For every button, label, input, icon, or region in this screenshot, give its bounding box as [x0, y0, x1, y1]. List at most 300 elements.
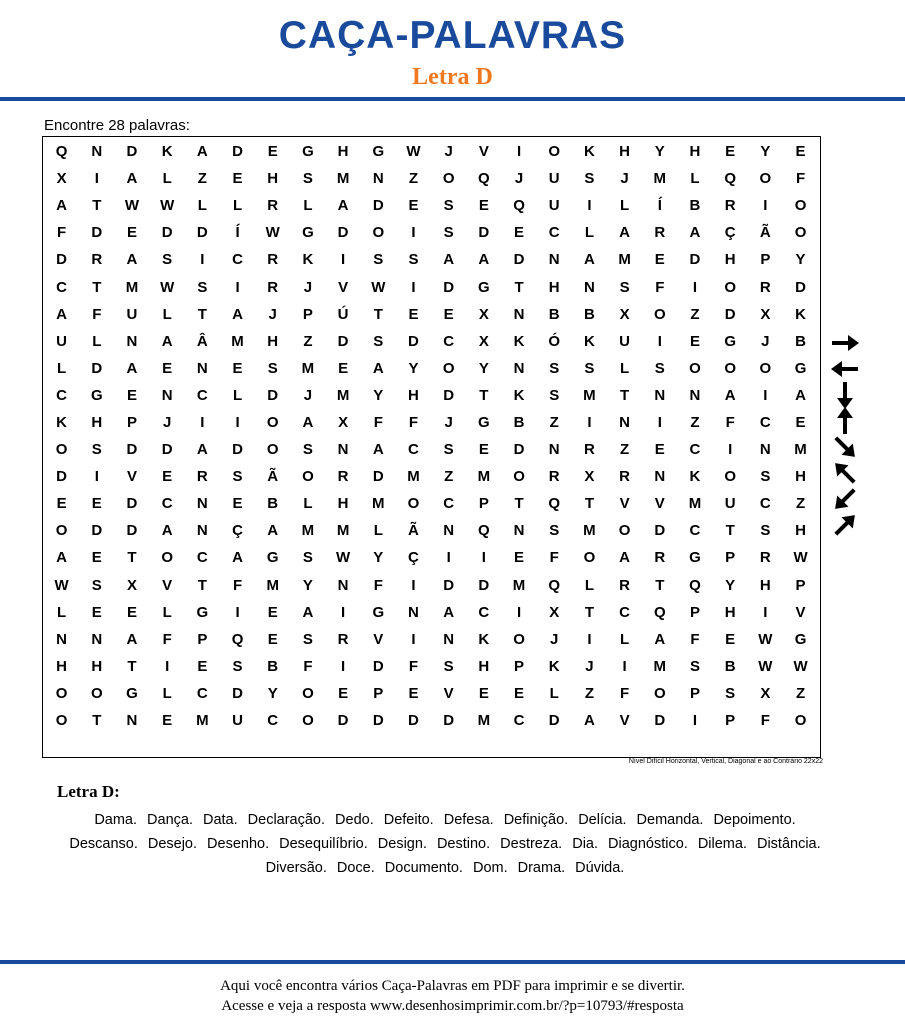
grid-cell[interactable]: E: [197, 657, 208, 675]
grid-cell[interactable]: G: [478, 278, 490, 296]
grid-cell[interactable]: E: [514, 224, 525, 242]
grid-cell[interactable]: I: [763, 603, 768, 621]
grid-cell[interactable]: D: [337, 224, 349, 242]
grid-cell[interactable]: Ã: [267, 468, 279, 486]
grid-cell[interactable]: R: [619, 468, 631, 486]
grid-cell[interactable]: B: [513, 413, 525, 431]
grid-cell[interactable]: G: [372, 143, 385, 161]
grid-cell[interactable]: H: [795, 522, 806, 540]
grid-cell[interactable]: I: [692, 278, 698, 296]
grid-cell[interactable]: Â: [196, 332, 208, 350]
grid-cell[interactable]: O: [689, 359, 701, 377]
grid-cell[interactable]: F: [690, 630, 700, 648]
grid-cell[interactable]: G: [372, 603, 385, 621]
grid-cell[interactable]: D: [196, 224, 208, 242]
grid-cell[interactable]: I: [341, 251, 346, 269]
grid-cell[interactable]: A: [654, 630, 666, 648]
grid-cell[interactable]: D: [478, 576, 490, 594]
grid-cell[interactable]: M: [477, 712, 491, 730]
grid-cell[interactable]: F: [303, 657, 313, 675]
grid-cell[interactable]: Q: [478, 170, 490, 188]
grid-cell[interactable]: E: [338, 684, 349, 702]
grid-cell[interactable]: M: [231, 332, 244, 350]
grid-cell[interactable]: N: [196, 495, 208, 513]
grid-cell[interactable]: N: [654, 468, 666, 486]
grid-cell[interactable]: C: [689, 522, 701, 540]
grid-cell[interactable]: Q: [548, 495, 561, 513]
grid-cell[interactable]: A: [372, 359, 384, 377]
grid-cell[interactable]: Ú: [337, 305, 349, 323]
grid-cell[interactable]: W: [371, 278, 386, 296]
grid-cell[interactable]: D: [689, 251, 701, 269]
grid-cell[interactable]: H: [724, 603, 736, 621]
grid-cell[interactable]: C: [759, 413, 771, 431]
grid-cell[interactable]: Y: [478, 359, 489, 377]
grid-cell[interactable]: Y: [267, 684, 278, 702]
grid-cell[interactable]: Z: [795, 684, 806, 702]
grid-cell[interactable]: L: [303, 197, 313, 215]
grid-cell[interactable]: O: [653, 305, 666, 323]
grid-cell[interactable]: E: [795, 143, 806, 161]
grid-cell[interactable]: R: [267, 278, 279, 296]
grid-cell[interactable]: T: [92, 712, 102, 730]
grid-cell[interactable]: S: [302, 441, 313, 459]
grid-cell[interactable]: M: [372, 495, 385, 513]
grid-cell[interactable]: P: [725, 712, 736, 730]
grid-cell[interactable]: K: [548, 657, 560, 675]
grid-cell[interactable]: L: [584, 576, 594, 594]
grid-cell[interactable]: A: [232, 305, 243, 323]
grid-cell[interactable]: V: [619, 495, 630, 513]
grid-cell[interactable]: C: [267, 712, 279, 730]
grid-cell[interactable]: I: [516, 143, 522, 161]
grid-cell[interactable]: O: [442, 359, 455, 377]
grid-cell[interactable]: E: [162, 712, 173, 730]
grid-cell[interactable]: S: [443, 224, 454, 242]
grid-cell[interactable]: X: [760, 684, 771, 702]
grid-cell[interactable]: Z: [584, 684, 594, 702]
grid-cell[interactable]: V: [795, 603, 806, 621]
grid-cell[interactable]: K: [478, 630, 490, 648]
grid-cell[interactable]: E: [478, 684, 489, 702]
grid-cell[interactable]: P: [302, 305, 313, 323]
grid-cell[interactable]: N: [443, 522, 455, 540]
grid-cell[interactable]: D: [372, 468, 384, 486]
grid-cell[interactable]: J: [162, 413, 172, 431]
grid-cell[interactable]: Z: [690, 305, 700, 323]
grid-cell[interactable]: J: [303, 278, 313, 296]
grid-cell[interactable]: N: [196, 359, 208, 377]
grid-cell[interactable]: O: [759, 170, 772, 188]
grid-cell[interactable]: C: [443, 332, 455, 350]
grid-cell[interactable]: A: [56, 305, 68, 323]
grid-cell[interactable]: V: [478, 143, 489, 161]
grid-cell[interactable]: S: [197, 278, 208, 296]
grid-cell[interactable]: A: [443, 251, 455, 269]
grid-cell[interactable]: P: [197, 630, 208, 648]
grid-cell[interactable]: X: [478, 332, 489, 350]
grid-cell[interactable]: S: [654, 359, 665, 377]
grid-cell[interactable]: Ç: [408, 549, 419, 567]
grid-cell[interactable]: D: [724, 305, 736, 323]
grid-cell[interactable]: S: [584, 170, 595, 188]
grid-cell[interactable]: L: [620, 630, 630, 648]
grid-cell[interactable]: K: [513, 332, 525, 350]
grid-cell[interactable]: R: [759, 278, 771, 296]
grid-cell[interactable]: L: [303, 495, 313, 513]
grid-cell[interactable]: S: [619, 278, 630, 296]
grid-cell[interactable]: N: [91, 630, 103, 648]
grid-cell[interactable]: W: [54, 576, 69, 594]
grid-cell[interactable]: O: [794, 712, 807, 730]
grid-cell[interactable]: E: [162, 468, 173, 486]
grid-cell[interactable]: I: [235, 603, 240, 621]
grid-cell[interactable]: W: [265, 224, 280, 242]
grid-cell[interactable]: D: [161, 441, 173, 459]
grid-cell[interactable]: A: [583, 712, 595, 730]
grid-cell[interactable]: J: [585, 657, 594, 675]
grid-cell[interactable]: A: [619, 549, 631, 567]
grid-cell[interactable]: M: [407, 468, 420, 486]
grid-cell[interactable]: S: [373, 251, 384, 269]
grid-cell[interactable]: C: [196, 386, 208, 404]
grid-cell[interactable]: E: [725, 143, 736, 161]
grid-cell[interactable]: D: [161, 224, 173, 242]
grid-cell[interactable]: O: [442, 170, 455, 188]
grid-cell[interactable]: M: [794, 441, 807, 459]
grid-cell[interactable]: U: [548, 197, 560, 215]
grid-cell[interactable]: Y: [373, 549, 384, 567]
grid-cell[interactable]: L: [620, 359, 630, 377]
grid-cell[interactable]: E: [514, 549, 525, 567]
grid-cell[interactable]: D: [232, 143, 243, 161]
grid-cell[interactable]: I: [411, 224, 416, 242]
grid-cell[interactable]: S: [584, 359, 595, 377]
grid-cell[interactable]: H: [408, 386, 419, 404]
grid-cell[interactable]: D: [56, 468, 68, 486]
grid-cell[interactable]: Z: [795, 495, 806, 513]
grid-cell[interactable]: R: [337, 468, 349, 486]
grid-cell[interactable]: L: [232, 386, 243, 404]
grid-cell[interactable]: C: [689, 441, 701, 459]
grid-cell[interactable]: I: [411, 630, 416, 648]
grid-cell[interactable]: Y: [408, 359, 419, 377]
grid-cell[interactable]: J: [514, 170, 524, 188]
grid-cell[interactable]: D: [126, 522, 138, 540]
grid-cell[interactable]: O: [372, 224, 385, 242]
grid-cell[interactable]: Z: [303, 332, 313, 350]
grid-cell[interactable]: L: [162, 170, 172, 188]
grid-cell[interactable]: N: [583, 278, 595, 296]
grid-cell[interactable]: A: [56, 197, 68, 215]
grid-cell[interactable]: H: [689, 143, 701, 161]
grid-cell[interactable]: S: [760, 522, 771, 540]
grid-cell[interactable]: T: [620, 386, 630, 404]
grid-cell[interactable]: M: [653, 657, 667, 675]
grid-cell[interactable]: T: [725, 522, 735, 540]
grid-cell[interactable]: F: [620, 684, 630, 702]
grid-cell[interactable]: G: [126, 684, 138, 702]
grid-cell[interactable]: R: [583, 441, 595, 459]
grid-cell[interactable]: D: [91, 522, 103, 540]
grid-cell[interactable]: I: [200, 413, 205, 431]
grid-cell[interactable]: F: [232, 576, 243, 594]
grid-cell[interactable]: V: [338, 278, 349, 296]
grid-cell[interactable]: D: [408, 712, 419, 730]
grid-cell[interactable]: P: [795, 576, 806, 594]
grid-cell[interactable]: D: [654, 712, 666, 730]
grid-cell[interactable]: N: [337, 441, 349, 459]
grid-cell[interactable]: Ç: [232, 522, 243, 540]
grid-cell[interactable]: O: [302, 684, 314, 702]
grid-cell[interactable]: E: [232, 495, 243, 513]
grid-cell[interactable]: W: [793, 549, 808, 567]
grid-cell[interactable]: I: [587, 197, 592, 215]
grid-cell[interactable]: A: [443, 603, 455, 621]
grid-cell[interactable]: W: [160, 278, 175, 296]
grid-cell[interactable]: U: [724, 495, 736, 513]
grid-cell[interactable]: J: [550, 630, 559, 648]
grid-cell[interactable]: O: [794, 224, 807, 242]
grid-cell[interactable]: A: [267, 522, 279, 540]
grid-cell[interactable]: A: [161, 522, 173, 540]
grid-cell[interactable]: L: [620, 197, 630, 215]
grid-cell[interactable]: L: [92, 332, 102, 350]
grid-cell[interactable]: Q: [548, 576, 561, 594]
grid-cell[interactable]: B: [724, 657, 736, 675]
grid-cell[interactable]: O: [618, 522, 631, 540]
grid-cell[interactable]: V: [373, 630, 384, 648]
grid-cell[interactable]: F: [373, 576, 383, 594]
grid-cell[interactable]: N: [548, 441, 560, 459]
grid-cell[interactable]: Y: [373, 386, 384, 404]
grid-cell[interactable]: D: [126, 441, 138, 459]
grid-cell[interactable]: D: [337, 712, 349, 730]
grid-cell[interactable]: E: [408, 197, 419, 215]
grid-cell[interactable]: E: [267, 143, 278, 161]
grid-cell[interactable]: I: [657, 413, 662, 431]
grid-cell[interactable]: D: [267, 386, 279, 404]
grid-cell[interactable]: S: [162, 251, 173, 269]
grid-cell[interactable]: M: [336, 522, 350, 540]
grid-cell[interactable]: X: [619, 305, 630, 323]
grid-cell[interactable]: O: [759, 359, 772, 377]
grid-cell[interactable]: E: [408, 684, 419, 702]
grid-cell[interactable]: E: [232, 359, 243, 377]
grid-cell[interactable]: N: [126, 712, 138, 730]
grid-cell[interactable]: S: [302, 549, 313, 567]
grid-cell[interactable]: O: [583, 549, 596, 567]
grid-cell[interactable]: K: [302, 251, 314, 269]
grid-cell[interactable]: D: [443, 712, 455, 730]
grid-cell[interactable]: J: [444, 143, 453, 161]
grid-cell[interactable]: N: [56, 630, 68, 648]
grid-cell[interactable]: J: [761, 332, 770, 350]
grid-cell[interactable]: R: [759, 549, 771, 567]
grid-cell[interactable]: O: [55, 684, 68, 702]
grid-cell[interactable]: H: [478, 657, 490, 675]
grid-cell[interactable]: E: [654, 251, 665, 269]
grid-cell[interactable]: A: [196, 441, 208, 459]
grid-cell[interactable]: W: [406, 143, 421, 161]
grid-cell[interactable]: S: [302, 630, 313, 648]
grid-cell[interactable]: L: [57, 603, 67, 621]
grid-cell[interactable]: I: [481, 549, 486, 567]
grid-cell[interactable]: D: [795, 278, 806, 296]
grid-cell[interactable]: A: [724, 386, 736, 404]
grid-cell[interactable]: I: [516, 603, 522, 621]
grid-cell[interactable]: M: [618, 251, 631, 269]
grid-cell[interactable]: E: [408, 305, 419, 323]
grid-cell[interactable]: N: [548, 251, 560, 269]
grid-cell[interactable]: M: [583, 522, 596, 540]
grid-cell[interactable]: G: [478, 413, 490, 431]
grid-cell[interactable]: Y: [760, 143, 771, 161]
grid-cell[interactable]: M: [512, 576, 526, 594]
grid-cell[interactable]: T: [197, 305, 207, 323]
grid-cell[interactable]: L: [162, 305, 172, 323]
grid-cell[interactable]: E: [478, 441, 489, 459]
grid-cell[interactable]: I: [341, 657, 346, 675]
grid-cell[interactable]: F: [795, 170, 806, 188]
grid-cell[interactable]: T: [584, 495, 594, 513]
grid-cell[interactable]: E: [91, 495, 102, 513]
grid-cell[interactable]: V: [162, 576, 173, 594]
grid-cell[interactable]: K: [583, 143, 595, 161]
grid-cell[interactable]: G: [196, 603, 209, 621]
grid-cell[interactable]: A: [302, 413, 314, 431]
grid-cell[interactable]: L: [162, 603, 172, 621]
grid-cell[interactable]: I: [587, 630, 592, 648]
grid-cell[interactable]: A: [196, 143, 208, 161]
grid-cell[interactable]: E: [126, 603, 137, 621]
grid-cell[interactable]: A: [619, 224, 631, 242]
grid-cell[interactable]: C: [478, 603, 490, 621]
grid-cell[interactable]: D: [443, 278, 455, 296]
grid-cell[interactable]: G: [794, 630, 807, 648]
grid-cell[interactable]: I: [763, 386, 768, 404]
grid-cell[interactable]: C: [619, 603, 631, 621]
grid-cell[interactable]: C: [408, 441, 419, 459]
grid-cell[interactable]: I: [587, 413, 592, 431]
footer-line-2[interactable]: Acesse e veja a resposta www.desenhosimprimir.com.br/?p=10793/#resposta: [221, 998, 684, 1014]
grid-cell[interactable]: D: [513, 251, 525, 269]
grid-cell[interactable]: S: [232, 657, 243, 675]
grid-cell[interactable]: A: [337, 197, 349, 215]
grid-cell[interactable]: H: [724, 251, 736, 269]
grid-cell[interactable]: M: [196, 712, 209, 730]
grid-cell[interactable]: I: [622, 657, 627, 675]
grid-cell[interactable]: L: [373, 522, 383, 540]
grid-cell[interactable]: Z: [444, 468, 454, 486]
grid-cell[interactable]: M: [266, 576, 279, 594]
grid-cell[interactable]: U: [548, 170, 560, 188]
grid-cell[interactable]: V: [619, 712, 630, 730]
grid-cell[interactable]: B: [548, 305, 560, 323]
grid-cell[interactable]: Ã: [408, 522, 419, 540]
grid-cell[interactable]: S: [267, 359, 278, 377]
grid-cell[interactable]: K: [56, 413, 68, 431]
grid-cell[interactable]: D: [372, 197, 384, 215]
grid-cell[interactable]: D: [337, 332, 349, 350]
grid-cell[interactable]: T: [373, 305, 383, 323]
grid-cell[interactable]: S: [443, 197, 454, 215]
grid-cell[interactable]: E: [267, 630, 278, 648]
grid-cell[interactable]: Z: [197, 170, 207, 188]
grid-cell[interactable]: A: [232, 549, 243, 567]
grid-cell[interactable]: V: [126, 468, 137, 486]
grid-cell[interactable]: D: [232, 684, 243, 702]
grid-cell[interactable]: E: [126, 386, 137, 404]
grid-cell[interactable]: N: [408, 603, 419, 621]
grid-cell[interactable]: L: [57, 359, 67, 377]
grid-cell[interactable]: S: [689, 657, 700, 675]
grid-cell[interactable]: Q: [689, 576, 701, 594]
grid-cell[interactable]: Z: [690, 413, 700, 431]
grid-cell[interactable]: M: [301, 522, 315, 540]
grid-cell[interactable]: W: [124, 197, 140, 215]
grid-cell[interactable]: N: [513, 305, 525, 323]
grid-cell[interactable]: G: [689, 549, 701, 567]
grid-cell[interactable]: S: [443, 657, 454, 675]
grid-cell[interactable]: B: [689, 197, 701, 215]
grid-cell[interactable]: A: [478, 251, 490, 269]
grid-cell[interactable]: R: [267, 197, 279, 215]
grid-cell[interactable]: S: [725, 684, 736, 702]
grid-cell[interactable]: L: [162, 684, 172, 702]
grid-cell[interactable]: N: [196, 522, 208, 540]
grid-cell[interactable]: S: [91, 576, 102, 594]
grid-cell[interactable]: G: [90, 386, 103, 404]
grid-cell[interactable]: J: [444, 413, 453, 431]
grid-cell[interactable]: U: [56, 332, 68, 350]
grid-cell[interactable]: N: [759, 441, 771, 459]
grid-cell[interactable]: O: [653, 684, 666, 702]
grid-cell[interactable]: L: [197, 197, 207, 215]
grid-cell[interactable]: Í: [657, 197, 662, 215]
grid-cell[interactable]: S: [232, 468, 243, 486]
grid-cell[interactable]: E: [443, 305, 454, 323]
grid-cell[interactable]: D: [126, 495, 138, 513]
grid-cell[interactable]: Z: [620, 441, 630, 459]
grid-cell[interactable]: E: [126, 224, 137, 242]
grid-cell[interactable]: A: [583, 251, 595, 269]
grid-cell[interactable]: O: [55, 712, 68, 730]
grid-cell[interactable]: E: [654, 441, 665, 459]
grid-cell[interactable]: R: [548, 468, 560, 486]
grid-cell[interactable]: I: [165, 657, 170, 675]
grid-cell[interactable]: S: [408, 251, 419, 269]
grid-cell[interactable]: N: [513, 522, 525, 540]
grid-cell[interactable]: O: [55, 441, 68, 459]
grid-cell[interactable]: P: [760, 251, 771, 269]
grid-cell[interactable]: M: [583, 386, 596, 404]
grid-cell[interactable]: A: [302, 603, 314, 621]
grid-cell[interactable]: F: [655, 278, 665, 296]
grid-cell[interactable]: T: [127, 549, 137, 567]
grid-cell[interactable]: T: [584, 603, 594, 621]
grid-cell[interactable]: O: [513, 630, 525, 648]
grid-cell[interactable]: G: [266, 549, 279, 567]
grid-cell[interactable]: M: [477, 468, 491, 486]
grid-cell[interactable]: F: [408, 657, 419, 675]
grid-cell[interactable]: E: [232, 170, 243, 188]
grid-cell[interactable]: S: [443, 441, 454, 459]
grid-cell[interactable]: H: [759, 576, 771, 594]
grid-cell[interactable]: E: [162, 359, 173, 377]
grid-cell[interactable]: F: [408, 413, 419, 431]
grid-cell[interactable]: F: [373, 413, 383, 431]
